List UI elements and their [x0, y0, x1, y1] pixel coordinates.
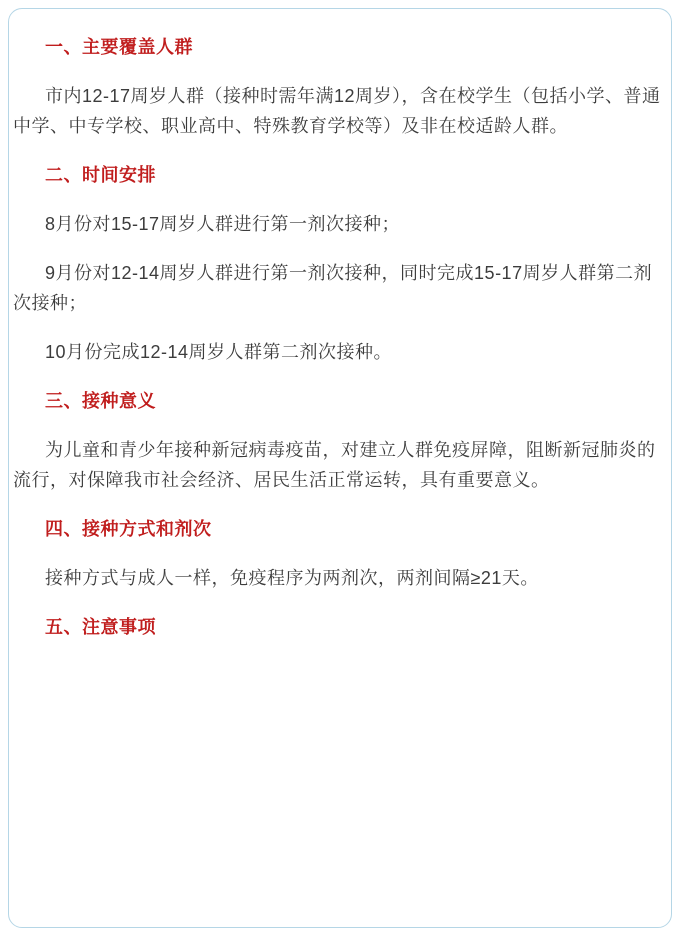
section-schedule — [13, 160, 665, 367]
paragraph-coverage: 市内12-17周岁人群（接种时需年满12周岁），含在校学生（包括小学、普通中学、中专学校、职业高中、特殊教育学校等）及非在校适龄人群。 — [13, 86, 661, 136]
article-card — [8, 8, 672, 928]
paragraph-method-doses: 接种方式与成人一样，免疫程序为两剂次，两剂间隔≥21天。 — [45, 568, 539, 588]
paragraph-schedule-october: 10月份完成12-14周岁人群第二剂次接种。 — [45, 342, 393, 362]
section-heading-method-doses: 四、接种方式和剂次 — [45, 519, 212, 539]
section-heading-precautions: 五、注意事项 — [45, 617, 156, 637]
section-significance — [13, 386, 665, 495]
section-precautions — [13, 612, 665, 642]
section-method-doses — [13, 514, 665, 593]
section-heading-significance: 三、接种意义 — [45, 391, 156, 411]
section-heading-schedule: 二、时间安排 — [45, 165, 156, 185]
section-heading-coverage: 一、主要覆盖人群 — [45, 37, 193, 57]
paragraph-schedule-september: 9月份对12-14周岁人群进行第一剂次接种，同时完成15-17周岁人群第二剂次接种； — [13, 263, 653, 313]
section-coverage — [13, 32, 665, 141]
paragraph-schedule-august: 8月份对15-17周岁人群进行第一剂次接种； — [45, 214, 401, 234]
paragraph-significance: 为儿童和青少年接种新冠病毒疫苗，对建立人群免疫屏障，阻断新冠肺炎的流行，对保障我市社会经济、居民生活正常运转，具有重要意义。 — [13, 440, 656, 490]
